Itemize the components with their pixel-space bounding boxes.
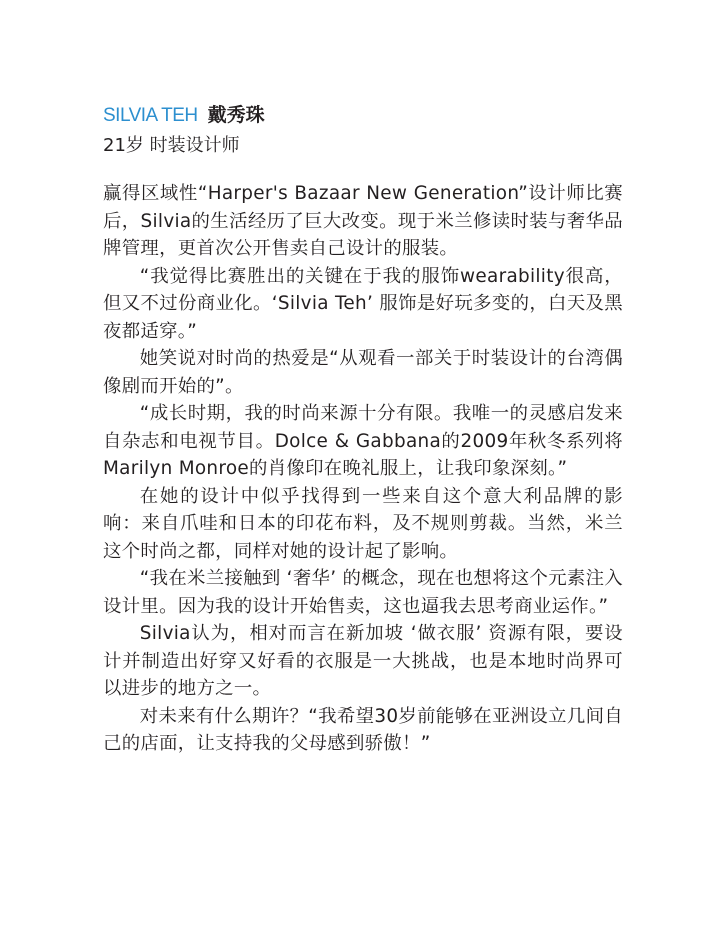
name-english: SILVIA TEH <box>103 105 198 126</box>
profile-name <box>103 101 663 130</box>
article-paragraph: Silvia认为，相对而言在新加坡 ‘做衣服’ 资源有限，要设计并制造出好穿又好看的衣服是一大挑战，也是本地时尚界可以进步的地方之一。 <box>103 623 623 699</box>
article-paragraph: “成长时期，我的时尚来源十分有限。我唯一的灵感启发来自杂志和电视节目。Dolce & Gabbana的2009年秋冬系列将Marilyn Monroe的肖像印在晚礼服上，让我印象深刻。” <box>103 403 623 479</box>
article-paragraph: 赢得区域性“Harper's Bazaar New Generation”设计师比赛后，Silvia的生活经历了巨大改变。现于米兰修读时装与奢华品牌管理，更首次公开售卖自己设计的服装。 <box>103 183 623 259</box>
article-paragraph: 在她的设计中似乎找得到一些来自这个意大利品牌的影响：来自爪哇和日本的印花布料，及不规则剪裁。当然，米兰这个时尚之都，同样对她的设计起了影响。 <box>103 485 623 562</box>
profile-subtitle: 21岁 时装设计师 <box>103 135 240 156</box>
article-body <box>103 180 623 758</box>
article-paragraph: 对未来有什么期许？“我希望30岁前能够在亚洲设立几间自己的店面，让支持我的父母感到骄傲！” <box>103 705 623 754</box>
name-chinese: 戴秀珠 <box>207 104 265 126</box>
article-paragraph: 她笑说对时尚的热爱是“从观看一部关于时装设计的台湾偶像剧而开始的”。 <box>103 348 623 397</box>
profile-header <box>103 101 663 160</box>
article-paragraph: “我在米兰接触到 ‘奢华’ 的概念，现在也想将这个元素注入设计里。因为我的设计开始售卖，这也逼我去思考商业运作。” <box>103 568 623 617</box>
article-paragraph: “我觉得比赛胜出的关键在于我的服饰wearability很高，但又不过份商业化。‘Silvia Teh’ 服饰是好玩多变的，白天及黑夜都适穿。” <box>103 265 623 342</box>
